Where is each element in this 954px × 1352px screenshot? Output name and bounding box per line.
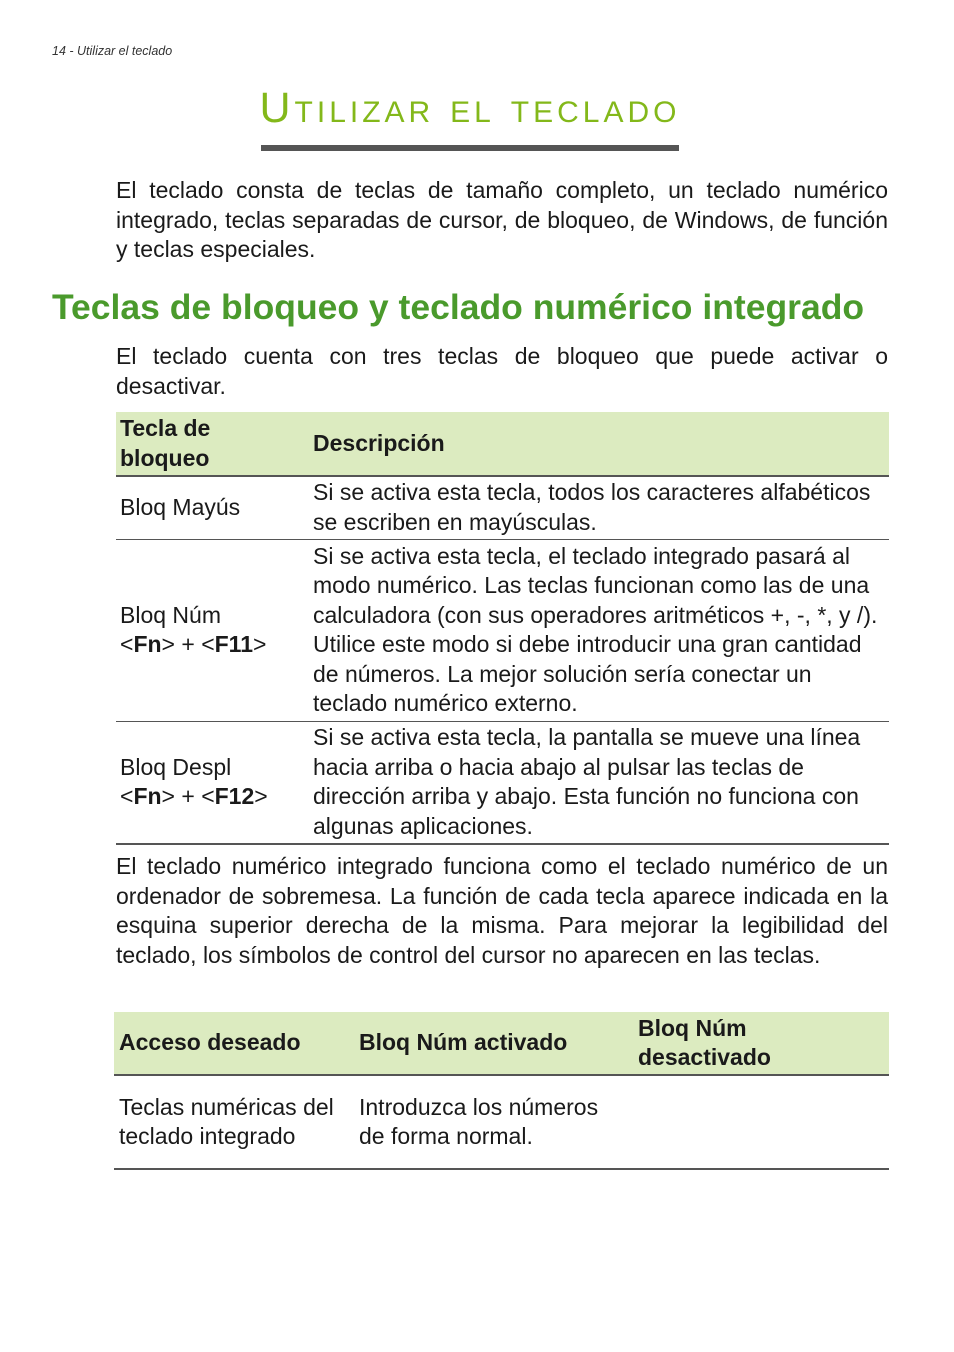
column-header-lock-key: Tecla de bloqueo (116, 412, 309, 476)
lock-key-cell (116, 721, 309, 844)
column-header-description: Descripción (309, 412, 889, 476)
fn-key: Fn (133, 631, 162, 657)
section-title: Teclas de bloqueo y teclado numérico integrado (52, 287, 865, 327)
chapter-title: Utilizar el teclado (259, 84, 681, 132)
lock-key-name: Bloq Núm (120, 601, 221, 628)
table-row (114, 1075, 889, 1169)
f11-key: F11 (214, 631, 253, 657)
column-header-numlock-off: Bloq Núm desactivado (633, 1012, 889, 1075)
table-header-row (114, 1012, 889, 1075)
table-row (116, 476, 889, 539)
key-combination: <Fn> + <F12> (120, 783, 268, 810)
access-table (114, 1012, 889, 1170)
running-header: 14 - Utilizar el teclado (52, 44, 173, 58)
table-header-row (116, 412, 889, 476)
numlock-on-cell: Introduzca los números de forma normal. (354, 1075, 633, 1169)
lock-key-name: Bloq Mayús (120, 494, 241, 520)
fn-key: Fn (133, 783, 162, 810)
description-cell: Si se activa esta tecla, la pantalla se mueve una línea hacia arriba o hacia abajo al pulsar las teclas de dirección arriba y abajo. Esta función no funciona con algunas aplicaciones. (309, 721, 889, 844)
table-row (116, 539, 889, 721)
description-cell: Si se activa esta tecla, el teclado integrado pasará al modo numérico. Las teclas funcionan como las de una calculadora (con sus operadores aritméticos +, -, *, y /). Utilice este modo si debe introducir una gran cantidad de números. La mejor solución sería conectar un teclado numérico externo. (309, 539, 889, 721)
lock-key-cell (116, 539, 309, 721)
description-cell: Si se activa esta tecla, todos los caracteres alfabéticos se escriben en mayúsculas. (309, 476, 889, 539)
intro-paragraph: El teclado consta de teclas de tamaño completo, un teclado numérico integrado, teclas separadas de cursor, de bloqueo, de Windows, de función y teclas especiales. (116, 177, 888, 263)
lock-key-cell (116, 476, 309, 539)
column-header-numlock-on: Bloq Núm activado (354, 1012, 633, 1075)
lock-keys-table (116, 412, 889, 845)
section-lead-paragraph: El teclado cuenta con tres teclas de bloqueo que puede activar o desactivar. (116, 343, 888, 399)
column-header-access: Acceso deseado (114, 1012, 354, 1075)
table-row (116, 721, 889, 844)
access-cell: Teclas numéricas del teclado integrado (114, 1075, 354, 1169)
numlock-off-cell (633, 1075, 889, 1169)
lock-key-name: Bloq Despl (120, 753, 232, 780)
numpad-paragraph: El teclado numérico integrado funciona como el teclado numérico de un ordenador de sobremesa. La función de cada tecla aparece indicada en la esquina superior derecha de la misma. Para mejorar la legibilidad del teclado, los símbolos de control del cursor no aparecen en las teclas. (116, 853, 888, 969)
f12-key: F12 (214, 783, 255, 810)
chapter-title-rule (261, 145, 679, 151)
key-combination: <Fn> + <F11> (120, 631, 267, 657)
